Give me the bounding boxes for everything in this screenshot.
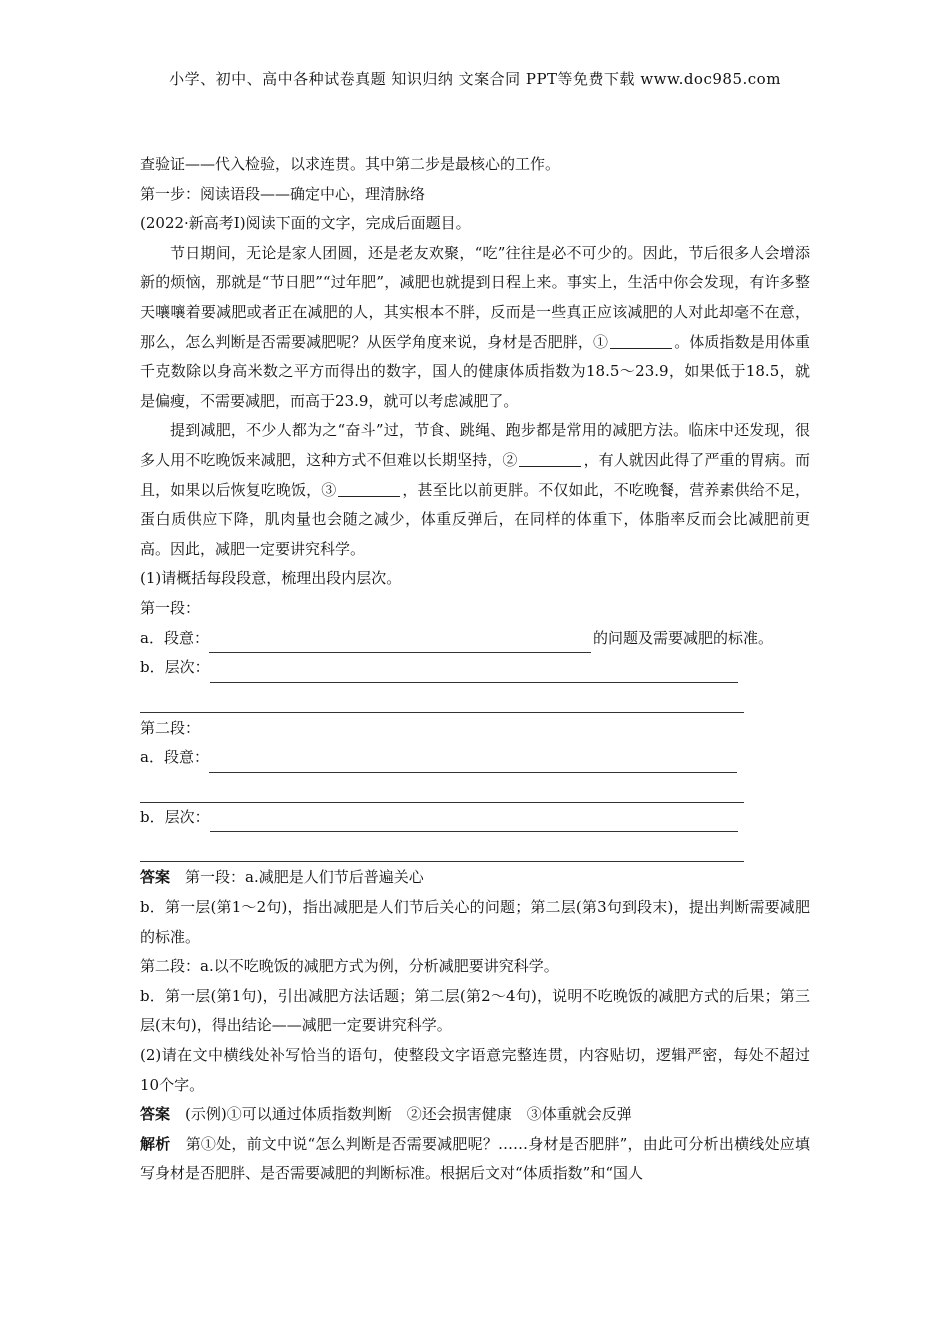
meaning-suffix: 的问题及需要减肥的标准。 — [592, 628, 773, 647]
answer-1-text: b．第一层(第1～2句)，指出减肥是人们节后关心的问题；第二层(第3句到段末)，提出判断需要减肥的标准。 — [140, 898, 810, 946]
passage-paragraph-2 — [140, 416, 810, 564]
page-header: 小学、初中、高中各种试卷真题 知识归纳 文案合同 PPT等免费下载 www.doc985.com — [169, 70, 781, 88]
meaning-label: a．段意： — [140, 628, 209, 647]
answer-1-text: 第二段：a.以不吃晚饭的减肥方式为例，分析减肥要讲究科学。 — [140, 957, 559, 976]
passage-text: 节日期间，无论是家人团圆，还是老友欢聚，“吃”往往是必不可少的。因此，节后很多人会增添新的烦恼，那就是“节日肥”“过年肥”，减肥也就提到日程上来。事实上，生活中你会发现，有许多整天嚷嚷着要减肥或者正在减肥的人，其实根本不胖，反而是一些真正应该减肥的人对此却毫不在意，那么，怎么判断是否需要减肥呢？从医学角度来说，身材是否肥胖，① — [140, 243, 810, 351]
passage-text: 提到减肥，不少人都为之“奋斗”过，节食、跳绳、跑步都是常用的减肥方法。临床中还发现，很多人用不吃晚饭来减肥，这种方式不但难以长期坚持，② — [140, 421, 810, 469]
answer-line[interactable] — [140, 843, 744, 862]
passage-text: ，甚至比以前更胖。不仅如此，不吃晚餐，营养素供给不足，蛋白质供应下降，肌肉量也会随之减少，体重反弹后，在同样的体重下，体脂率反而会比减肥前更高。因此，减肥一定要讲究科学。 — [140, 480, 810, 558]
para2-meaning-row — [140, 743, 810, 773]
answer-label: 答案 — [140, 1105, 171, 1124]
passage-paragraph-1 — [140, 239, 810, 417]
answer-line[interactable] — [210, 813, 738, 832]
intro-line: 查验证——代入检验，以求连贯。其中第二步是最核心的工作。 — [140, 155, 561, 173]
question-1-prompt: (1)请概括每段段意，梳理出段内层次。 — [140, 569, 402, 588]
answer-line[interactable] — [210, 664, 738, 683]
analysis-text: 第①处，前文中说“怎么判断是否需要减肥呢？……身材是否肥胖”，由此可分析出横线处应填写身材是否肥胖、是否需要减肥的判断标准。根据后文对“体质指数”和“国人 — [140, 1134, 810, 1183]
answer-1-line — [140, 863, 810, 893]
answer-label: 答案 — [140, 868, 171, 887]
analysis-line — [140, 1130, 810, 1189]
level-label: b．层次： — [140, 658, 210, 677]
passage-text: 。体质指数是用体重千克数除以身高米数之平方而得出的数字，国人的健康体质指数为18.5～23.9，如果低于18.5，就是偏瘦，不需要减肥，而高于23.9，就可以考虑减肥了。 — [140, 332, 810, 410]
paragraph-1-label: 第一段： — [140, 598, 201, 617]
answer-1-text: b．第一层(第1句)，引出减肥方法话题；第二层(第2～4句)，说明不吃晚饭的减肥方式的后果；第三层(末句)，得出结论——减肥一定要讲究科学。 — [140, 986, 810, 1035]
para2-level-row — [140, 803, 810, 833]
answer-line[interactable] — [140, 784, 744, 803]
answer-line[interactable] — [140, 694, 744, 713]
para1-level-row — [140, 653, 810, 683]
answer-line[interactable] — [209, 754, 737, 773]
question-2-prompt: (2)请在文中横线处补写恰当的语句，使整段文字语意完整连贯，内容贴切，逻辑严密，每处不超过10个字。 — [140, 1046, 810, 1094]
answer-text: (示例)①可以通过体质指数判断 ②还会损害健康 ③体重就会反弹 — [185, 1105, 632, 1124]
meaning-label: a．段意： — [140, 748, 209, 767]
fill-blank-1[interactable] — [610, 332, 672, 349]
step-heading: 第一步：阅读语段——确定中心，理清脉络 — [140, 184, 426, 203]
passage-text: ，有人就因此得了严重的胃病。而且，如果以后恢复吃晚饭，③ — [140, 450, 810, 499]
source-line: (2022·新高考Ⅰ)阅读下面的文字，完成后面题目。 — [140, 214, 471, 233]
para1-meaning-row — [140, 624, 810, 654]
paragraph-2-label: 第二段： — [140, 718, 201, 737]
answer-2-line — [140, 1100, 810, 1130]
fill-blank-3[interactable] — [338, 480, 400, 497]
answer-line[interactable] — [209, 634, 591, 653]
document-body — [140, 150, 810, 1189]
fill-blank-2[interactable] — [519, 450, 581, 467]
analysis-label: 解析 — [140, 1134, 171, 1153]
answer-text: 第一段：a.减肥是人们节后普遍关心 — [185, 868, 424, 887]
level-label: b．层次： — [140, 807, 210, 826]
